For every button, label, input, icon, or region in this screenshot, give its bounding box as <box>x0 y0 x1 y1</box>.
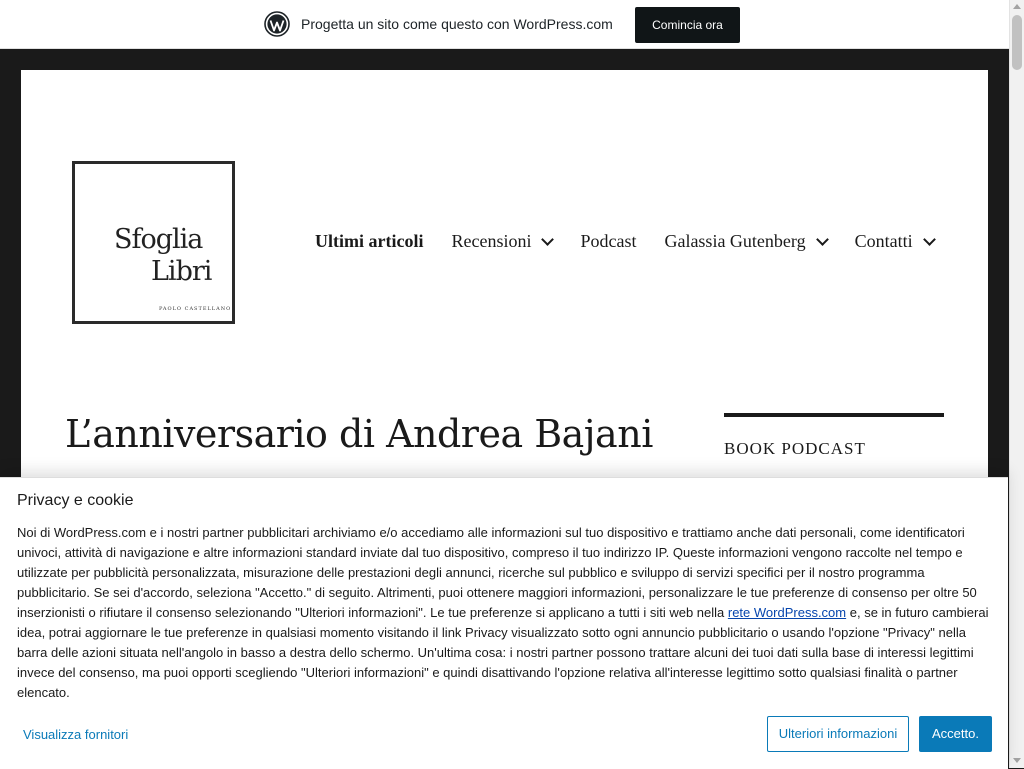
nav-item-label: Galassia Gutenberg <box>664 231 806 251</box>
chevron-down-icon[interactable] <box>816 233 829 246</box>
scroll-thumb[interactable] <box>1012 15 1022 70</box>
widget-title: BOOK PODCAST <box>724 439 866 458</box>
accept-button[interactable]: Accetto. <box>919 716 992 752</box>
privacy-consent-banner <box>0 477 1008 769</box>
logo-line-2: Libri <box>151 256 212 287</box>
main-navigation <box>315 231 962 252</box>
page-scrollbar[interactable] <box>1009 0 1024 768</box>
logo-line-1: Sfoglia <box>114 224 203 255</box>
consent-title: Privacy e cookie <box>17 492 134 509</box>
logo-byline: PAOLO CASTELLANO <box>159 306 232 312</box>
nav-item-galassia-gutenberg[interactable] <box>664 231 826 252</box>
nav-item-podcast[interactable] <box>580 231 636 252</box>
more-info-button[interactable]: Ulteriori informazioni <box>767 716 909 752</box>
nav-item-recensioni[interactable] <box>451 231 552 252</box>
nav-item-label: Contatti <box>854 231 913 251</box>
widget-divider <box>724 413 944 417</box>
site-logo[interactable] <box>72 161 235 324</box>
nav-item-label: Podcast <box>580 231 637 251</box>
site-page <box>21 70 988 490</box>
chevron-down-icon[interactable] <box>542 233 555 246</box>
wordpress-logo-icon[interactable] <box>264 11 290 37</box>
consent-text-part-1: Noi di WordPress.com e i nostri partner pubblicitari archiviamo e/o accediamo alle informazioni sul tuo dispositivo e trattiamo anche dati personali, come identificatori univoci, attività di navigazione e altre informazioni standard inviate dal tuo dispositivo, compreso il tuo indirizzo IP. Queste informazioni vengono raccolte nel tempo e utilizzate per pubblicità personalizzata, misurazione delle prestazioni degli annunci, ricerche sul pubblico e sviluppo di servizi specifici per il nostro programma pubblicitario. Se sei d'accordo, seleziona "Accetto." di seguito. Altrimenti, puoi ottenere maggiori informazioni, personalizzare le tue preferenze di consenso per oltre 50 inserzionisti o rifiutare il consenso selezionando "Ulteriori informazioni". Le tue preferenze si applicano a tutti i siti web nella <box>17 525 977 620</box>
nav-item-label: Recensioni <box>451 231 532 251</box>
scroll-up-arrow-icon[interactable] <box>1013 4 1021 9</box>
scroll-down-arrow-icon[interactable] <box>1013 758 1021 763</box>
wordpress-network-link[interactable]: rete WordPress.com <box>727 605 847 620</box>
consent-text-part-2: e, se in futuro cambierai idea, potrai aggiornare le tue preferenze in qualsiasi momento visitando il link Privacy visualizzato sotto ogni annuncio pubblicitario o usando l'opzione "Privacy" nella barra delle azioni situata nell'angolo in basso a destra dello schermo. Un'ultima cosa: i nostri partner possono trattare alcuni dei tuoi dati sulla base di interessi legittimi invece del consenso, ma puoi opporti scegliendo "Ulteriori informazioni" e quindi disattivando l'opzione relativa all'interesse legittimo sotto qualsiasi finalità o partner elencato. <box>17 605 989 700</box>
start-now-button[interactable]: Comincia ora <box>635 7 740 43</box>
post-title[interactable]: L’anniversario di Andrea Bajani <box>65 412 653 456</box>
promo-text: Progetta un sito come questo con WordPress.com <box>301 16 613 32</box>
wordpress-promo-bar <box>0 0 1009 49</box>
nav-item-ultimi-articoli[interactable] <box>315 231 423 252</box>
chevron-down-icon[interactable] <box>923 233 936 246</box>
nav-item-label: Ultimi articoli <box>315 231 424 251</box>
consent-body <box>17 523 992 703</box>
nav-item-contatti[interactable] <box>855 231 934 252</box>
view-vendors-link[interactable]: Visualizza fornitori <box>23 727 129 742</box>
